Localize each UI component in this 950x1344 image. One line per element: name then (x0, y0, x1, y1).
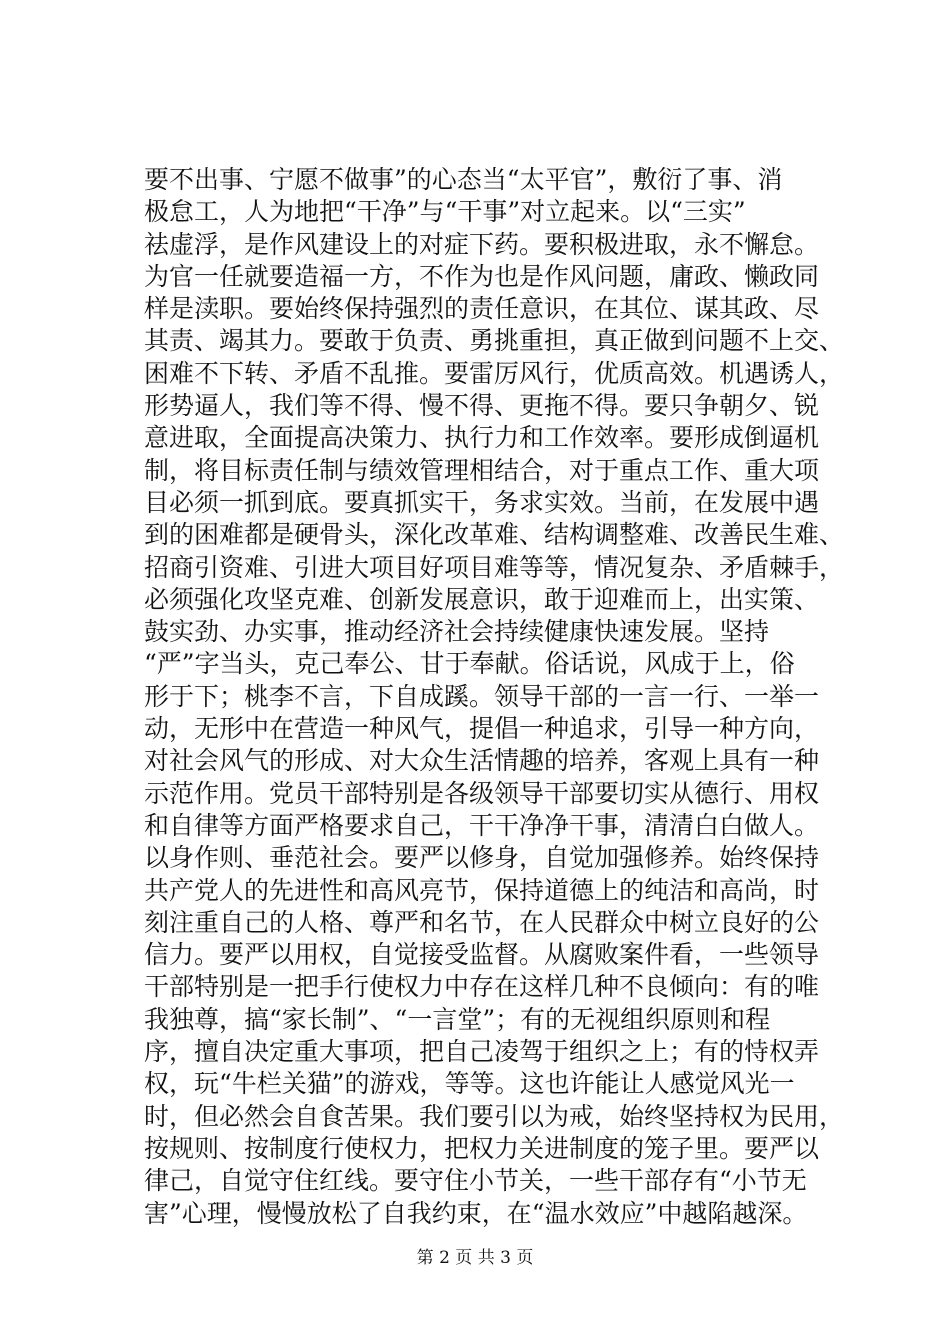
text-line: 刻注重自己的人格、尊严和名节，在人民群众中树立良好的公 (144, 907, 820, 937)
text-line: 形于下；桃李不言，下自成蹊。领导干部的一言一行、一举一 (144, 681, 820, 711)
text-line: 权，玩“牛栏关猫”的游戏，等等。这也许能让人感觉风光一 (144, 1069, 795, 1099)
text-line: 目必须一抓到底。要真抓实干，务求实效。当前，在发展中遇 (144, 487, 820, 517)
text-line: 和自律等方面严格要求自己，干干净净干事，清清白白做人。 (144, 810, 820, 840)
text-line: 示范作用。党员干部特别是各级领导干部要切实从德行、用权 (144, 778, 820, 808)
text-line: 其责、竭其力。要敢于负责、勇挑重担，真正做到问题不上交、 (144, 326, 845, 356)
text-line: 信力。要严以用权，自觉接受监督。从腐败案件看，一些领导 (144, 940, 820, 970)
text-line: 制，将目标责任制与绩效管理相结合，对于重点工作、重大项 (144, 455, 820, 485)
text-line: 序，擅自决定重大事项，把自己凌驾于组织之上；有的恃权弄 (144, 1037, 820, 1067)
text-line: 鼓实劲、办实事，推动经济社会持续健康快速发展。坚持 (144, 617, 770, 647)
text-line: 祛虚浮，是作风建设上的对症下药。要积极进取，永不懈怠。 (144, 229, 820, 259)
text-line: 形势逼人，我们等不得、慢不得、更拖不得。要只争朝夕、锐 (144, 391, 820, 421)
text-line: 必须强化攻坚克难、创新发展意识，敢于迎难而上，出实策、 (144, 584, 820, 614)
text-line: 到的困难都是硬骨头，深化改革难、结构调整难、改善民生难、 (144, 520, 845, 550)
text-line: 按规则、按制度行使权力，把权力关进制度的笼子里。要严以 (144, 1133, 820, 1163)
text-line: 害”心理，慢慢放松了自我约束，在“温水效应”中越陷越深。 (144, 1198, 808, 1228)
text-line: 我独尊，搞“家长制”、“一言堂”；有的无视组织原则和程 (144, 1004, 771, 1034)
text-line: 时，但必然会自食苦果。我们要引以为戒，始终坚持权为民用， (144, 1101, 845, 1131)
text-line: 招商引资难、引进大项目好项目难等等，情况复杂、矛盾棘手， (144, 552, 845, 582)
text-line: 以身作则、垂范社会。要严以修身，自觉加强修养。始终保持 (144, 843, 820, 873)
text-line: “严”字当头，克己奉公、甘于奉献。俗话说，风成于上，俗 (144, 649, 795, 679)
text-line: 律己，自觉守住红线。要守住小节关，一些干部存有“小节无 (144, 1166, 807, 1196)
text-line: 意进取，全面提高决策力、执行力和工作效率。要形成倒逼机 (144, 423, 820, 453)
text-line: 要不出事、宁愿不做事”的心态当“太平官”，敷衍了事、消 (144, 165, 783, 194)
text-line: 为官一任就要造福一方，不作为也是作风问题，庸政、懒政同 (144, 261, 820, 291)
page-footer (0, 1246, 950, 1270)
text-line: 极怠工，人为地把“干净”与“干事”对立起来。以“三实” (144, 197, 746, 227)
text-line: 困难不下转、矛盾不乱推。要雷厉风行，优质高效。机遇诱人， (144, 358, 845, 388)
page-number-label: 第 2 页 共 3 页 (416, 1248, 534, 1268)
text-line: 对社会风气的形成、对大众生活情趣的培养，客观上具有一种 (144, 746, 820, 776)
text-line: 动，无形中在营造一种风气，提倡一种追求，引导一种方向， (144, 714, 820, 744)
text-line: 干部特别是一把手行使权力中存在这样几种不良倾向：有的唯 (144, 972, 820, 1002)
text-line: 共产党人的先进性和高风亮节，保持道德上的纯洁和高尚，时 (144, 875, 820, 905)
body-text (144, 164, 845, 1230)
text-line: 样是渎职。要始终保持强烈的责任意识，在其位、谋其政、尽 (144, 294, 820, 324)
